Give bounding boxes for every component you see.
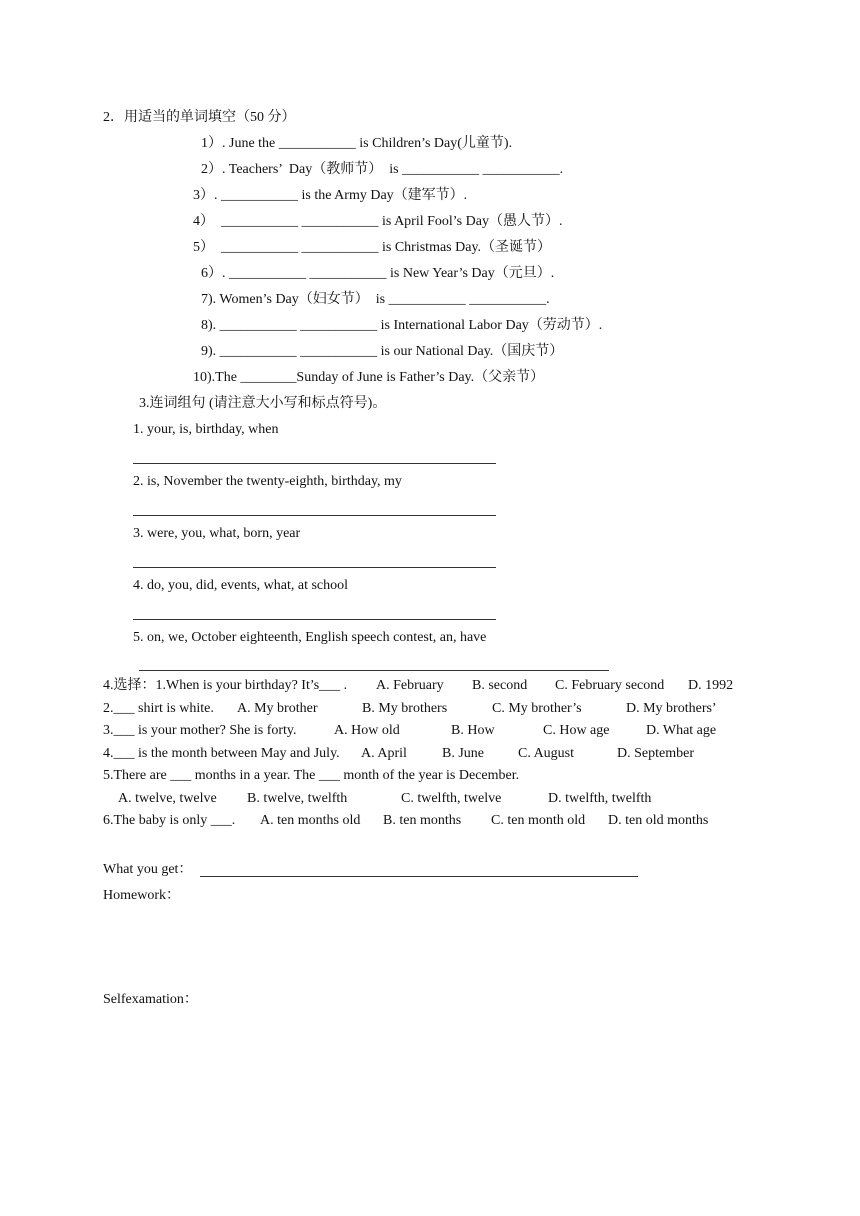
choice-q4-stem: 4.___ is the month between May and July.: [103, 746, 340, 761]
choice-q4-option-b: B. June: [442, 746, 484, 761]
choice-q6-option-a: A. ten months old: [260, 813, 361, 828]
homework-label: Homework：: [103, 888, 180, 903]
choice-q3-option-a: A. How old: [334, 723, 400, 738]
choice-q1-stem: 4.选择：1.When is your birthday? It’s___ .: [103, 678, 348, 693]
fill-item-9: 9). ___________ ___________ is our National Day.（国庆节）: [201, 344, 564, 359]
answer-line-4: [133, 619, 496, 620]
choice-q1-option-c: C. February second: [555, 678, 665, 693]
choice-q6-option-b: B. ten months: [383, 813, 462, 828]
choice-q4-option-d: D. September: [617, 746, 694, 761]
fill-item-5: 5） ___________ ___________ is Christmas Day.（圣诞节）: [193, 240, 552, 255]
choice-q3-option-d: D. What age: [646, 723, 717, 738]
fill-item-6: 6）. ___________ ___________ is New Year’s Day（元旦）.: [201, 266, 555, 281]
choice-q2-option-c: C. My brother’s: [492, 701, 582, 716]
reorder-item-2: 2. is, November the twenty-eighth, birthday, my: [133, 474, 402, 489]
choice-q2-option-b: B. My brothers: [362, 701, 448, 716]
choice-q4-option-c: C. August: [518, 746, 575, 761]
answer-line-5: [139, 670, 609, 671]
choice-q3-stem: 3.___ is your mother? She is forty.: [103, 723, 297, 738]
choice-q1-option-d: D. 1992: [688, 678, 734, 693]
answer-line-2: [133, 515, 496, 516]
reorder-item-3: 3. were, you, what, born, year: [133, 526, 301, 541]
fill-item-1: 1）. June the ___________ is Children’s Day(儿童节).: [201, 136, 513, 151]
reorder-item-4: 4. do, you, did, events, what, at school: [133, 578, 349, 593]
reorder-item-1: 1. your, is, birthday, when: [133, 422, 279, 437]
fill-item-3: 3）. ___________ is the Army Day（建军节）.: [193, 188, 468, 203]
choice-q5-option-a: A. twelve, twelve: [118, 791, 217, 806]
answer-line-3: [133, 567, 496, 568]
choice-q2-option-a: A. My brother: [237, 701, 318, 716]
choice-q4-option-a: A. April: [361, 746, 407, 761]
section-3-heading: 3.连词组句 (请注意大小写和标点符号)。: [139, 396, 387, 411]
reorder-item-5: 5. on, we, October eighteenth, English speech contest, an, have: [133, 630, 487, 645]
answer-line-1: [133, 463, 496, 464]
fill-item-2: 2）. Teachers’ Day（教师节） is ___________ ___________.: [201, 162, 564, 177]
fill-item-10: 10).The ________Sunday of June is Father’s Day.（父亲节）: [193, 370, 545, 385]
choice-q6-stem: 6.The baby is only ___.: [103, 813, 236, 828]
fill-item-7: 7). Women’s Day（妇女节） is ___________ ___________.: [201, 292, 550, 307]
choice-q6-option-c: C. ten month old: [491, 813, 586, 828]
choice-q2-stem: 2.___ shirt is white.: [103, 701, 214, 716]
choice-q1-option-a: A. February: [376, 678, 444, 693]
choice-q1-option-b: B. second: [472, 678, 528, 693]
choice-q6-option-d: D. ten old months: [608, 813, 709, 828]
fill-item-4: 4） ___________ ___________ is April Fool’s Day（愚人节）.: [193, 214, 563, 229]
what-you-get-line: [200, 876, 638, 877]
choice-q3-option-c: C. How age: [543, 723, 610, 738]
fill-item-8: 8). ___________ ___________ is International Labor Day（劳动节）.: [201, 318, 603, 333]
choice-q5-stem: 5.There are ___ months in a year. The ___ month of the year is December.: [103, 768, 520, 783]
section-2-heading: 2．用适当的单词填空（50 分）: [103, 110, 296, 125]
selfexam-label: Selfexamation：: [103, 992, 198, 1007]
choice-q5-option-c: C. twelfth, twelve: [401, 791, 502, 806]
choice-q5-option-b: B. twelve, twelfth: [247, 791, 348, 806]
choice-q5-option-d: D. twelfth, twelfth: [548, 791, 652, 806]
what-you-get-label: What you get：: [103, 862, 193, 877]
choice-q3-option-b: B. How: [451, 723, 495, 738]
choice-q2-option-d: D. My brothers’: [626, 701, 717, 716]
